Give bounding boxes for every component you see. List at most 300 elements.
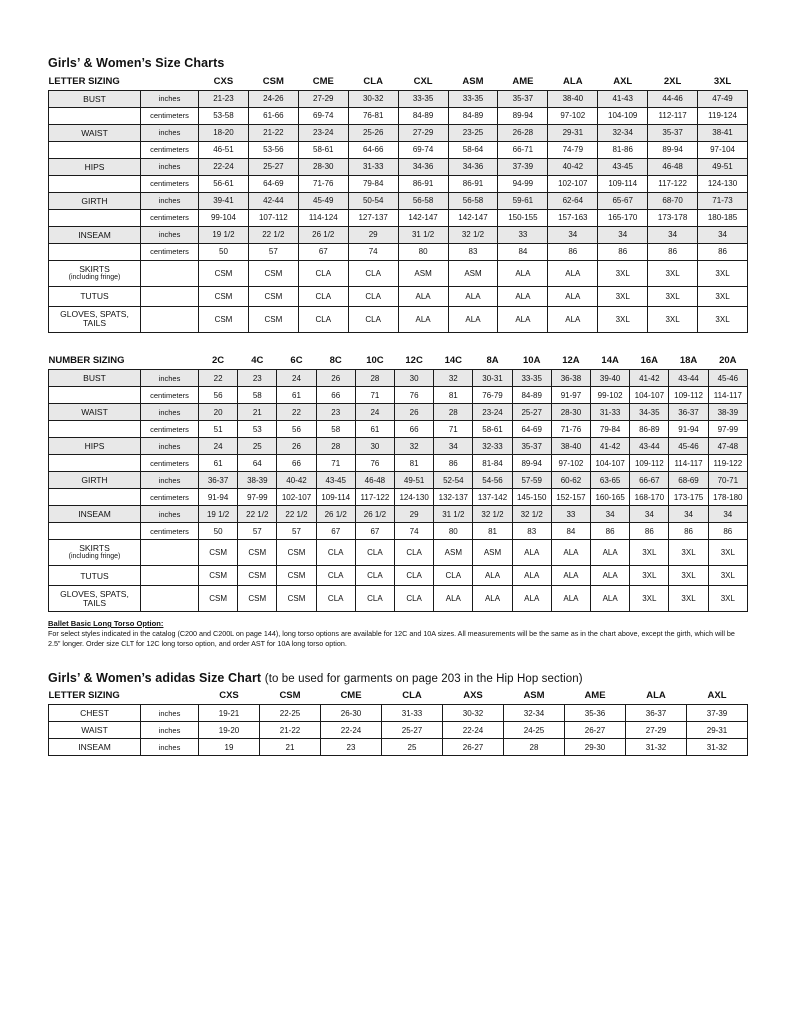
- row-unit-centimeters: centimeters: [141, 243, 199, 260]
- cell: 31-33: [382, 705, 443, 722]
- row-label-waist: WAIST: [49, 124, 141, 141]
- cell: 27-29: [298, 90, 348, 107]
- cell: 66: [395, 421, 434, 438]
- cell: 56-61: [199, 175, 249, 192]
- cell: 97-99: [708, 421, 747, 438]
- cell: 31 1/2: [434, 506, 473, 523]
- page-title-letter-charts: [48, 56, 748, 70]
- cell: 152-157: [551, 489, 590, 506]
- table-row: [49, 158, 748, 175]
- cell: 35-36: [565, 705, 626, 722]
- number-size-col-6: 14C: [444, 355, 463, 367]
- cell: 23-24: [473, 404, 512, 421]
- row-label-inseam: INSEAM: [49, 506, 141, 523]
- cell: 61-66: [248, 107, 298, 124]
- number-size-col-8: 10A: [523, 355, 541, 367]
- cell: 41-42: [630, 370, 669, 387]
- cell: 29-31: [548, 124, 598, 141]
- long-torso-note-title: Ballet Basic Long Torso Option:: [48, 619, 164, 628]
- adidas-sizing-header-label: LETTER SIZING: [48, 690, 120, 702]
- cell: CSM: [238, 540, 277, 566]
- cell: 58-61: [298, 141, 348, 158]
- cell: 3XL: [708, 586, 747, 612]
- number-size-col-2: 6C: [290, 355, 303, 367]
- row-unit-inches: inches: [141, 90, 199, 107]
- cell: 31-33: [591, 404, 630, 421]
- cell: 84: [551, 523, 590, 540]
- cell: 56-58: [398, 192, 448, 209]
- cell: 26 1/2: [355, 506, 394, 523]
- cell: 34: [434, 438, 473, 455]
- cell: 18-20: [199, 124, 249, 141]
- table-row: [49, 705, 748, 722]
- cell: 32-34: [598, 124, 648, 141]
- row-unit-empty: [141, 566, 199, 586]
- number-size-col-12: 18A: [679, 355, 698, 367]
- cell: 86: [698, 243, 748, 260]
- table-row: [49, 306, 748, 332]
- row-unit-inches: inches: [141, 192, 199, 209]
- cell: 42-44: [248, 192, 298, 209]
- cell: 61: [355, 421, 394, 438]
- cell: 58-61: [473, 421, 512, 438]
- cell: 24-26: [248, 90, 298, 107]
- cell: 22: [199, 370, 238, 387]
- cell: 97-99: [238, 489, 277, 506]
- cell: 76-79: [473, 387, 512, 404]
- adidas-size-col-6: AME: [584, 690, 606, 702]
- letter-size-col-10: 3XL: [713, 75, 732, 87]
- cell: 57: [238, 523, 277, 540]
- cell: 64-69: [512, 421, 551, 438]
- cell: 84-89: [448, 107, 498, 124]
- cell: 39-41: [199, 192, 249, 209]
- letter-table-body: [49, 75, 748, 332]
- cell: 53-56: [248, 141, 298, 158]
- table-row: [49, 286, 748, 306]
- cell: 30: [355, 438, 394, 455]
- table-row: [49, 722, 748, 739]
- cell: 24-25: [504, 722, 565, 739]
- cell: 80: [434, 523, 473, 540]
- cell: 124-130: [698, 175, 748, 192]
- cell: 86: [708, 523, 747, 540]
- number-size-col-0: 2C: [212, 355, 225, 367]
- cell: CSM: [277, 540, 316, 566]
- cell: ALA: [473, 586, 512, 612]
- cell: CSM: [199, 306, 249, 332]
- cell: 34: [598, 226, 648, 243]
- cell: 89-94: [498, 107, 548, 124]
- cell: CLA: [395, 566, 434, 586]
- cell: 94-99: [498, 175, 548, 192]
- cell: 36-38: [551, 370, 590, 387]
- cell: ALA: [512, 586, 551, 612]
- cell: 23: [321, 739, 382, 756]
- cell: 3XL: [598, 286, 648, 306]
- letter-sizing-header-label: LETTER SIZING: [48, 75, 120, 87]
- cell: 71-76: [298, 175, 348, 192]
- cell: CLA: [434, 566, 473, 586]
- cell: 71: [316, 455, 355, 472]
- cell: 29: [348, 226, 398, 243]
- cell: 46-51: [199, 141, 249, 158]
- adidas-size-col-3: CLA: [402, 690, 422, 702]
- cell: CSM: [199, 260, 249, 286]
- cell: 104-109: [598, 107, 648, 124]
- cell: 32: [395, 438, 434, 455]
- cell: 109-112: [630, 455, 669, 472]
- cell: 39-40: [591, 370, 630, 387]
- table-row: [49, 421, 748, 438]
- cell: 145-150: [512, 489, 551, 506]
- cell: 71-76: [551, 421, 590, 438]
- cell: 119-124: [698, 107, 748, 124]
- row-label-empty: [49, 489, 141, 506]
- cell: 30-32: [348, 90, 398, 107]
- cell: CLA: [348, 260, 398, 286]
- cell: 3XL: [669, 586, 708, 612]
- cell: 24: [277, 370, 316, 387]
- row-label-bust: BUST: [49, 370, 141, 387]
- number-size-col-11: 16A: [640, 355, 659, 367]
- cell: 124-130: [395, 489, 434, 506]
- row-unit-inches: inches: [141, 472, 199, 489]
- row-label-tutus: TUTUS: [49, 286, 141, 306]
- cell: 40-42: [548, 158, 598, 175]
- cell: 23: [238, 370, 277, 387]
- cell: 81: [473, 523, 512, 540]
- cell: 97-104: [698, 141, 748, 158]
- cell: 67: [298, 243, 348, 260]
- cell: ALA: [548, 260, 598, 286]
- cell: ALA: [548, 286, 598, 306]
- cell: 91-94: [199, 489, 238, 506]
- cell: ALA: [448, 286, 498, 306]
- cell: 61: [199, 455, 238, 472]
- cell: CSM: [199, 540, 238, 566]
- cell: 30-31: [473, 370, 512, 387]
- cell: 114-117: [669, 455, 708, 472]
- cell: 21: [260, 739, 321, 756]
- cell: ASM: [473, 540, 512, 566]
- cell: ALA: [591, 540, 630, 566]
- cell: 64-69: [248, 175, 298, 192]
- cell: 157-163: [548, 209, 598, 226]
- cell: 71-73: [698, 192, 748, 209]
- cell: 32 1/2: [448, 226, 498, 243]
- cell: 117-122: [648, 175, 698, 192]
- cell: 33: [498, 226, 548, 243]
- cell: 59-61: [498, 192, 548, 209]
- cell: 76-81: [348, 107, 398, 124]
- cell: CSM: [248, 260, 298, 286]
- cell: 112-117: [648, 107, 698, 124]
- cell: 40-42: [277, 472, 316, 489]
- cell: 35-37: [512, 438, 551, 455]
- row-unit-inches: inches: [141, 404, 199, 421]
- cell: 168-170: [630, 489, 669, 506]
- letter-size-col-2: CME: [312, 75, 334, 87]
- cell: ALA: [548, 306, 598, 332]
- cell: 24: [355, 404, 394, 421]
- cell: 70-71: [708, 472, 747, 489]
- cell: 23-25: [448, 124, 498, 141]
- cell: 38-39: [708, 404, 747, 421]
- cell: 43-45: [598, 158, 648, 175]
- cell: 32-34: [504, 705, 565, 722]
- cell: 21-22: [248, 124, 298, 141]
- row-label-skirts-main: SKIRTS: [79, 543, 110, 554]
- cell: 32 1/2: [473, 506, 512, 523]
- table-row: [49, 506, 748, 523]
- cell: 31 1/2: [398, 226, 448, 243]
- adidas-table-header-row: [49, 690, 748, 705]
- row-label-gloves-sub: TAILS: [83, 318, 106, 328]
- cell: 67: [316, 523, 355, 540]
- cell: 29-30: [565, 739, 626, 756]
- cell: 37-39: [498, 158, 548, 175]
- cell: ALA: [498, 306, 548, 332]
- cell: ALA: [398, 306, 448, 332]
- number-size-col-5: 12C: [405, 355, 423, 367]
- row-label-inseam: INSEAM: [49, 739, 141, 756]
- cell: ALA: [398, 286, 448, 306]
- table-row: [49, 438, 748, 455]
- cell: CSM: [238, 566, 277, 586]
- cell: 36-37: [669, 404, 708, 421]
- cell: 64-66: [348, 141, 398, 158]
- cell: 23: [316, 404, 355, 421]
- number-size-col-3: 8C: [329, 355, 342, 367]
- cell: 51: [199, 421, 238, 438]
- cell: 52-54: [434, 472, 473, 489]
- cell: 58: [316, 421, 355, 438]
- adidas-table-body: [49, 690, 748, 756]
- cell: 33-35: [448, 90, 498, 107]
- cell: 31-32: [687, 739, 748, 756]
- cell: 79-84: [348, 175, 398, 192]
- cell: 28: [434, 404, 473, 421]
- cell: 31-33: [348, 158, 398, 175]
- letter-size-col-1: CSM: [262, 75, 284, 87]
- cell: 3XL: [698, 260, 748, 286]
- row-unit-inches: inches: [141, 370, 199, 387]
- cell: 86-89: [630, 421, 669, 438]
- cell: 35-37: [498, 90, 548, 107]
- cell: 22 1/2: [238, 506, 277, 523]
- row-unit-empty: [141, 260, 199, 286]
- row-label-waist: WAIST: [49, 722, 141, 739]
- adidas-size-col-5: ASM: [523, 690, 545, 702]
- row-unit-centimeters: centimeters: [141, 107, 199, 124]
- cell: 76: [355, 455, 394, 472]
- cell: 102-107: [277, 489, 316, 506]
- cell: 26 1/2: [298, 226, 348, 243]
- cell: 38-39: [238, 472, 277, 489]
- cell: 89-94: [648, 141, 698, 158]
- cell: 34: [708, 506, 747, 523]
- cell: 22-25: [260, 705, 321, 722]
- cell: 86: [591, 523, 630, 540]
- cell: 58-64: [448, 141, 498, 158]
- cell: 34: [698, 226, 748, 243]
- cell: 28-30: [551, 404, 590, 421]
- row-unit-centimeters: centimeters: [141, 141, 199, 158]
- table-row: [49, 226, 748, 243]
- cell: 45-49: [298, 192, 348, 209]
- cell: 22 1/2: [248, 226, 298, 243]
- cell: 71: [434, 421, 473, 438]
- cell: CLA: [355, 540, 394, 566]
- row-label-gloves-spats-tails: [49, 586, 141, 612]
- cell: ALA: [448, 306, 498, 332]
- cell: 117-122: [355, 489, 394, 506]
- cell: 107-112: [248, 209, 298, 226]
- letter-size-col-6: AME: [512, 75, 534, 87]
- cell: CLA: [316, 586, 355, 612]
- cell: 46-48: [648, 158, 698, 175]
- row-unit-inches: inches: [141, 506, 199, 523]
- cell: 3XL: [708, 566, 747, 586]
- cell: 54-56: [473, 472, 512, 489]
- adidas-size-col-2: CME: [340, 690, 362, 702]
- table-row: [49, 404, 748, 421]
- cell: 3XL: [648, 260, 698, 286]
- cell: 26-28: [498, 124, 548, 141]
- table-row: [49, 739, 748, 756]
- cell: 84-89: [512, 387, 551, 404]
- adidas-size-col-4: AXS: [463, 690, 483, 702]
- cell: 38-41: [698, 124, 748, 141]
- cell: 56: [199, 387, 238, 404]
- cell: 22-24: [443, 722, 504, 739]
- cell: 132-137: [434, 489, 473, 506]
- number-table-header-row: [49, 355, 748, 370]
- cell: 34: [591, 506, 630, 523]
- row-label-skirts: [49, 540, 141, 566]
- cell: 66: [277, 455, 316, 472]
- table-row: [49, 124, 748, 141]
- cell: CLA: [355, 566, 394, 586]
- table-row: [49, 387, 748, 404]
- cell: 34: [669, 506, 708, 523]
- row-label-girth: GIRTH: [49, 472, 141, 489]
- table-row: [49, 370, 748, 387]
- row-label-empty: [49, 175, 141, 192]
- cell: 57: [277, 523, 316, 540]
- cell: 25-26: [348, 124, 398, 141]
- cell: 102-107: [548, 175, 598, 192]
- row-unit-inches: inches: [141, 226, 199, 243]
- cell: 43-44: [630, 438, 669, 455]
- cell: 3XL: [708, 540, 747, 566]
- row-label-skirts-sub: (including fringe): [68, 273, 121, 281]
- cell: 50-54: [348, 192, 398, 209]
- cell: 34-36: [448, 158, 498, 175]
- cell: 81: [434, 387, 473, 404]
- cell: 45-46: [708, 370, 747, 387]
- table-row: [49, 209, 748, 226]
- cell: 37-39: [687, 705, 748, 722]
- cell: 26: [277, 438, 316, 455]
- cell: 65-67: [598, 192, 648, 209]
- adidas-title-bold: Girls’ & Women’s adidas Size Chart: [48, 670, 262, 685]
- cell: 50: [199, 523, 238, 540]
- cell: 165-170: [598, 209, 648, 226]
- cell: 46-48: [355, 472, 394, 489]
- row-label-skirts-sub: (including fringe): [68, 553, 121, 561]
- row-label-gloves-spats-tails: [49, 306, 141, 332]
- cell: ALA: [551, 566, 590, 586]
- cell: 86: [630, 523, 669, 540]
- cell: 76: [395, 387, 434, 404]
- cell: ALA: [591, 566, 630, 586]
- cell: 74-79: [548, 141, 598, 158]
- cell: 3XL: [648, 306, 698, 332]
- adidas-sizing-table: [48, 690, 748, 757]
- table-row: [49, 90, 748, 107]
- cell: 33-35: [512, 370, 551, 387]
- table-row: [49, 540, 748, 566]
- letter-size-col-9: 2XL: [663, 75, 682, 87]
- cell: 49-51: [698, 158, 748, 175]
- cell: ALA: [498, 260, 548, 286]
- letter-size-col-5: ASM: [462, 75, 484, 87]
- cell: 119-122: [708, 455, 747, 472]
- row-unit-empty: [141, 586, 199, 612]
- cell: 58: [238, 387, 277, 404]
- cell: 34: [648, 226, 698, 243]
- cell: 41-43: [598, 90, 648, 107]
- row-label-empty: [49, 107, 141, 124]
- cell: 3XL: [630, 540, 669, 566]
- cell: 21: [238, 404, 277, 421]
- cell: 3XL: [669, 566, 708, 586]
- cell: 25: [238, 438, 277, 455]
- cell: 43-44: [669, 370, 708, 387]
- cell: 30-32: [443, 705, 504, 722]
- row-label-empty: [49, 209, 141, 226]
- cell: 19: [199, 739, 260, 756]
- cell: CSM: [238, 586, 277, 612]
- table-row: [49, 489, 748, 506]
- letter-size-col-3: CLA: [363, 75, 383, 87]
- table-row: [49, 566, 748, 586]
- row-label-empty: [49, 455, 141, 472]
- cell: CSM: [199, 586, 238, 612]
- cell: 36-37: [199, 472, 238, 489]
- cell: CLA: [298, 260, 348, 286]
- table-row: [49, 260, 748, 286]
- number-header-unit-spacer: [141, 355, 199, 370]
- cell: 24: [199, 438, 238, 455]
- cell: 38-40: [548, 90, 598, 107]
- cell: 62-64: [548, 192, 598, 209]
- table-row: [49, 175, 748, 192]
- cell: 47-49: [698, 90, 748, 107]
- cell: CLA: [298, 286, 348, 306]
- table-row: [49, 523, 748, 540]
- cell: 68-69: [669, 472, 708, 489]
- letter-size-col-7: ALA: [563, 75, 583, 87]
- cell: 43-45: [316, 472, 355, 489]
- cell: 3XL: [698, 286, 748, 306]
- cell: 25-27: [248, 158, 298, 175]
- long-torso-note: [48, 619, 748, 649]
- letter-sizing-table: [48, 75, 748, 333]
- cell: CLA: [355, 586, 394, 612]
